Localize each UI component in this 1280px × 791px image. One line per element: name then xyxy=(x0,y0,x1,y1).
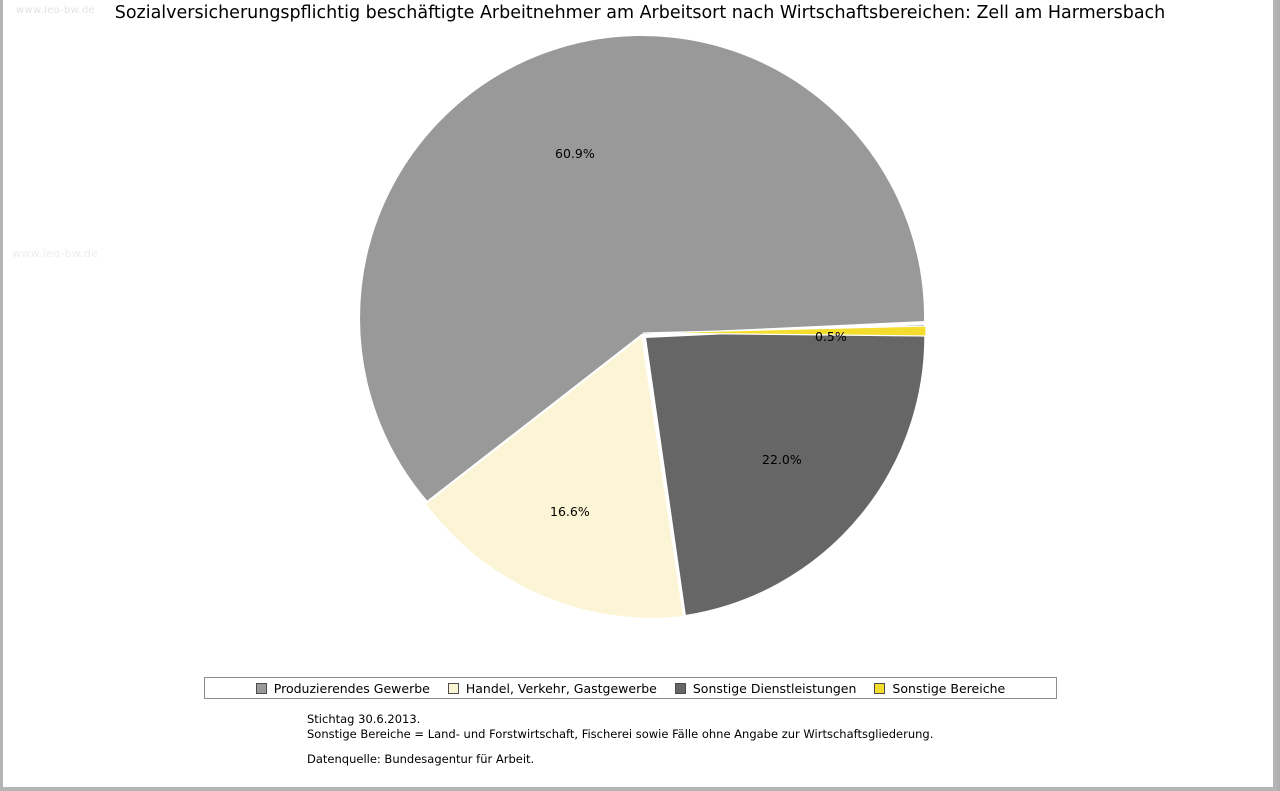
legend-swatch-icon xyxy=(675,683,686,694)
watermark-top: www.leo-bw.de xyxy=(16,5,95,16)
legend-item-sonstige-dienstleistungen[interactable] xyxy=(675,681,857,696)
frame-border-right xyxy=(1273,0,1277,791)
legend-label: Sonstige Bereiche xyxy=(892,680,1006,696)
pie-chart xyxy=(340,30,950,630)
legend-swatch-icon xyxy=(256,683,267,694)
slice-label-produzierendes-gewerbe: 60.9% xyxy=(555,146,595,161)
footnotes xyxy=(307,712,1107,767)
footnote-stichtag: Stichtag 30.6.2013. xyxy=(307,712,421,726)
legend-swatch-icon xyxy=(874,683,885,694)
slice-label-sonstige-dienstleistungen: 22.0% xyxy=(762,452,802,467)
pie-svg xyxy=(340,30,950,630)
frame-border-bottom xyxy=(0,787,1280,791)
pie-slice-sonstige-dienstleistungen[interactable] xyxy=(645,324,925,616)
legend-swatch-icon xyxy=(448,683,459,694)
footnote-spacer xyxy=(307,742,1107,752)
legend-item-handel-verkehr-gastgewerbe[interactable] xyxy=(448,681,657,696)
legend-label: Produzierendes Gewerbe xyxy=(273,680,430,696)
page-title: Sozialversicherungspflichtig beschäftigte Arbeitnehmer am Arbeitsort nach Wirtschaftsbereichen: Zell am Harmersbach xyxy=(114,3,1166,23)
legend-label: Handel, Verkehr, Gastgewerbe xyxy=(465,680,657,696)
frame-border-left xyxy=(0,0,3,791)
chart-legend xyxy=(204,677,1057,699)
slice-label-handel-verkehr-gastgewerbe: 16.6% xyxy=(550,504,590,519)
legend-item-sonstige-bereiche[interactable] xyxy=(874,681,1005,696)
legend-item-produzierendes-gewerbe[interactable] xyxy=(256,681,430,696)
watermark-left: www.leo-bw.de xyxy=(12,247,99,260)
legend-label: Sonstige Dienstleistungen xyxy=(692,680,857,696)
footnote-definition: Sonstige Bereiche = Land- und Forstwirtschaft, Fischerei sowie Fälle ohne Angabe zur Wirtschaftsgliederung. xyxy=(307,727,934,741)
slice-label-sonstige-bereiche: 0.5% xyxy=(815,329,847,344)
footnote-source: Datenquelle: Bundesagentur für Arbeit. xyxy=(307,752,535,766)
